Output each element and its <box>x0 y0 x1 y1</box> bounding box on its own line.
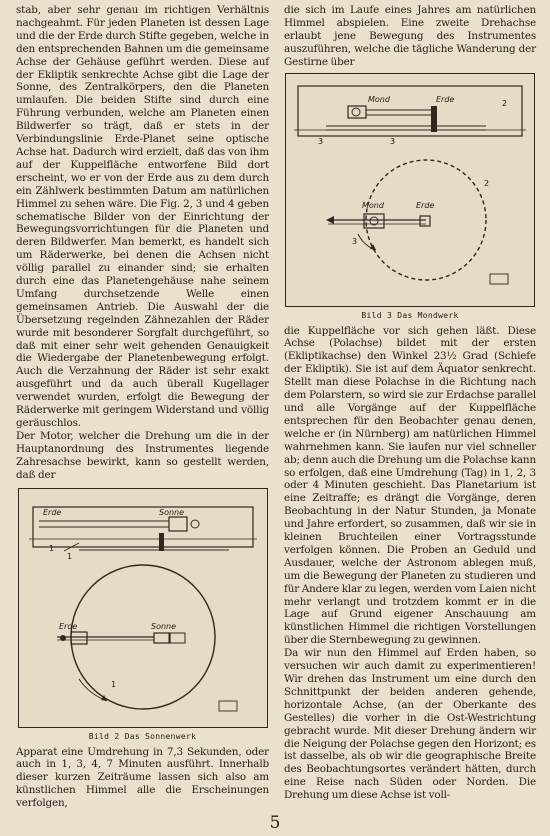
left-text-top: stab, aber sehr genau im richtigen Verhältnis nachgeahmt. Für jeden Planeten ist dessen Lage und die der Erde durch Stifte gegeben, welche in den entsprechenden Bahnen um die gemeinsame Achse der Gehäuse geführt werden. Diese auf der Ekliptik senkrechte Achse gibt die Lage der Sonne, des Zentralkörpers, den die Planeten umlaufen. Die beiden Stifte sind durch eine Führung verbunden, welche am Planeten einen Bildwerfer so trägt, daß er stets in der Verbindungslinie Erde-Planet seine optische Achse hat. Dadurch wird erzielt, daß das von ihm auf der Kuppelfläche entworfene Bild dort erscheint, wo er von der Erde aus zu dem durch ein Zählwerk bestimmten Datum am natürlichen Himmel zu sehen wäre. Die Fig. 2, 3 und 4 geben schematische Bilder von der Einrichtung der Bewegungsvorrichtungen für die Planeten und deren Bildwerfer. Man bemerkt, es handelt sich um Räderwerke, bei denen die Achsen nicht völlig parallel zu einander sind; sie erhalten durch eine das Planetengehäuse nahe seinem Umfang durchsetzende Welle einen gemeinsamen Antrieb. Die Auswahl der die Übersetzung regelnden Zähnezahlen der Räder wurde mit besonderer Sorgfalt durchgeführt, so daß mit einer sehr weit gehenden Genauigkeit die Wiedergabe der Planetenbewegung erfolgt. Auch die Verzahnung der Räder ist sehr exakt ausgeführt und da auch überall Kugellager verwendet wurden, erfolgt die Bewegung der Räderwerke mit geringem Widerstand und völlig geräuschlos. <box>16 4 269 429</box>
figure3-caption: Bild 3 Das Mondwerk <box>361 310 459 320</box>
label-erde-top: Erde <box>436 94 455 104</box>
label-erde-bottom: Erde <box>59 621 78 631</box>
figure2-caption: Bild 2 Das Sonnenwerk <box>88 731 197 741</box>
moon-gear-diagram <box>286 74 534 306</box>
label-mond-bottom: Mond <box>362 200 384 210</box>
label-num-2b: 2 <box>484 178 490 188</box>
left-column <box>16 4 269 810</box>
label-erde-bottom: Erde <box>416 200 435 210</box>
figure-sun-gear <box>18 488 268 728</box>
label-num-1b: 1 <box>49 543 55 553</box>
label-num-3b: 3 <box>390 136 396 146</box>
right-text-bottom: die Kuppelfläche vor sich gehen läßt. Diese Achse (Polachse) bildet mit der ersten (Ekliptikachse) den Winkel 23½ Grad (Schiefe der Ekliptik). Sie ist auf dem Äquator senkrecht. Stellt man diese Polachse in die Richtung nach dem Polarstern, so wird sie zur Erdachse parallel und alle Vorgänge auf der Kuppelfläche entsprechen für den Beobachter genau denen, welche er (in Nürnberg) am natürlichen Himmel wahrnehmen kann. Sie laufen nur viel schneller ab; denn auch die Drehung um die Polachse kann so erfolgen, daß eine Umdrehung (Tag) in 1, 2, 3 oder 4 Minuten geschieht. Das Planetarium ist eine Zeitraffe; es drängt die Vorgänge, deren Beobachtung in der Natur Stunden, ja Monate und Jahre erfordert, so zusammen, daß wir sie in kleinen Bruchteilen einer Vortragsstunde verfolgen können. Die Proben an Geduld und Ausdauer, welche der Astronom ablegen muß, um die Bewegung der Planeten zu studieren und für Andere klar zu legen, werden vom Laien nicht mehr verlangt und trotzdem kommt er in die Lage auf Grund eigener Anschauung am künstlichen Himmel die richtigen Vorstellungen über die Sternbewegung zu gewinnen. <box>284 324 536 647</box>
label-sonne-top: Sonne <box>159 507 185 517</box>
label-num-2a: 2 <box>502 98 508 108</box>
label-num-1c: 1 <box>111 679 117 689</box>
page-number: 5 <box>269 813 281 833</box>
left-text-mid: Der Motor, welcher die Drehung um die in der Hauptanordnung des Instrumentes liegende Zahresachse bewirkt, kann so gestellt werden, daß der <box>16 429 269 481</box>
label-num-3a: 3 <box>318 136 324 146</box>
left-text-bottom: Apparat eine Umdrehung in 7,3 Sekunden, oder auch in 1, 3, 4, 7 Minuten ausführt. Innerhalb dieser kurzen Zeiträume lassen sich also am künstlichen Himmel alle die Erscheinungen verfolgen, <box>16 745 269 810</box>
label-num-3c: 3 <box>352 236 358 246</box>
label-sonne-bottom: Sonne <box>151 621 177 631</box>
label-mond-top: Mond <box>368 94 390 104</box>
label-num-1a: 1 <box>67 551 73 561</box>
sun-gear-diagram <box>19 489 267 727</box>
right-text-top: die sich im Laufe eines Jahres am natürlichen Himmel abspielen. Eine zweite Drehachse erlaubt jene Bewegung des Instrumentes auszuführen, welche die tägliche Wanderung der Gestirne über <box>284 4 536 68</box>
label-erde-top: Erde <box>43 507 62 517</box>
right-text-bottom2: Da wir nun den Himmel auf Erden haben, so versuchen wir auch damit zu experimentieren! Wir drehen das Instrument um eine durch den Schnittpunkt der beiden anderen gehende, horizontale Achse, (an der Oberkante des Gestelles) die vorher in die Ost-Westrichtung gebracht wurde. Mit dieser Drehung ändern wir die Neigung der Polachse gegen den Horizont; es ist dasselbe, als ob wir die geographische Breite des Beobachtungsortes verändert hätten, durch eine Reise nach Süden oder Norden. Die Drehung um diese Achse ist voll- <box>284 647 536 802</box>
right-column <box>284 4 536 802</box>
figure-moon-gear <box>285 73 535 307</box>
